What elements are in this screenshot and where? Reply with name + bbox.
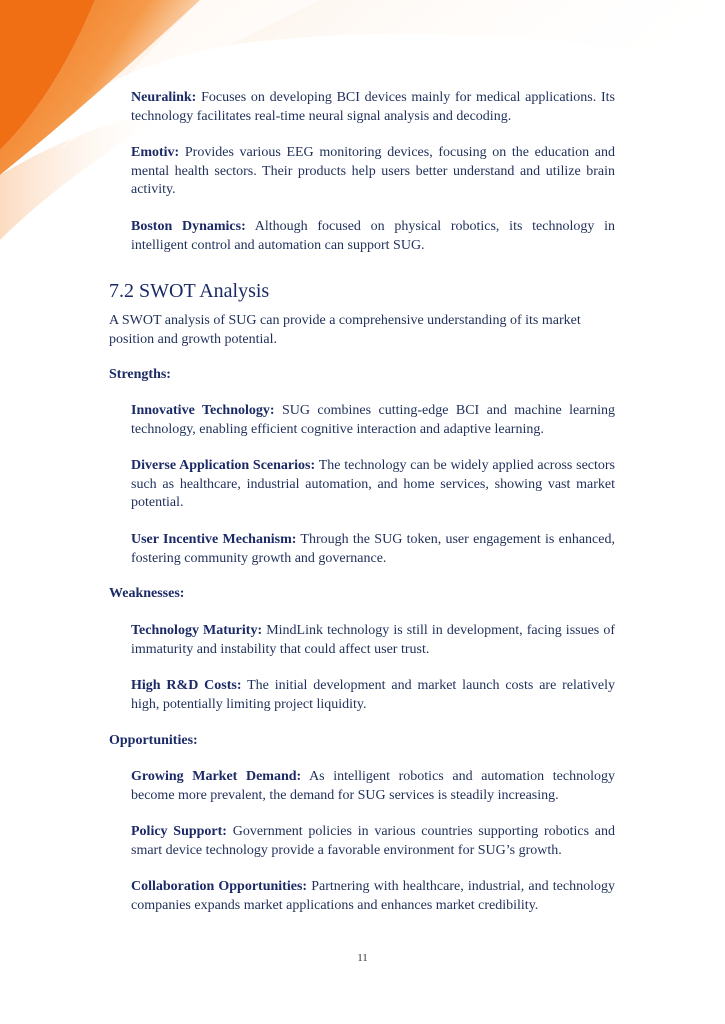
opportunity-item [131,768,615,805]
company-entry [131,218,615,255]
weaknesses-label: Weaknesses: [109,586,185,601]
item-text: Through the SUG token, user engagement is enhanced, fostering community growth and governance. [131,532,615,566]
weakness-item [131,677,615,714]
item-title: Policy Support: [131,824,227,839]
item-text: MindLink technology is still in development, facing issues of immaturity and instability that could affect user trust. [131,623,616,657]
company-entry [131,144,615,200]
item-title: Collaboration Opportunities: [131,879,308,894]
item-title: Growing Market Demand: [131,769,302,784]
item-text: Partnering with healthcare, industrial, and technology companies expands market applications and enhances market credibility. [131,879,615,913]
item-title: Innovative Technology: [131,403,275,418]
company-name: Boston Dynamics: [131,219,246,234]
section-intro: A SWOT analysis of SUG can provide a comprehensive understanding of its market position and growth potential. [109,313,581,347]
item-text: Government policies in various countries supporting robotics and smart device technology provide a favorable environment for SUG’s growth. [131,824,615,858]
company-description: Although focused on physical robotics, its technology in intelligent control and automation can support SUG. [131,219,615,253]
item-title: User Incentive Mechanism: [131,532,297,547]
page-number: 11 [357,952,368,964]
section-heading: 7.2 SWOT Analysis [109,280,270,302]
opportunity-item [131,878,615,915]
item-text: As intelligent robotics and automation technology become more prevalent, the demand for SUG services is steadily increasing. [131,769,616,803]
item-text: The technology can be widely applied across sectors such as healthcare, industrial automation, and home services, showing vast market potential. [131,458,616,511]
company-name: Emotiv: [131,145,180,160]
company-description: Provides various EEG monitoring devices, focusing on the education and mental health sectors. Their products help users better understand and utilize brain activity. [131,145,615,198]
item-title: Technology Maturity: [131,623,263,638]
strength-item [131,402,615,439]
company-entry [131,89,615,126]
opportunity-item [131,823,615,860]
strengths-label: Strengths: [109,367,171,382]
opportunities-label: Opportunities: [109,733,198,748]
strength-item [131,457,615,513]
item-text: SUG combines cutting-edge BCI and machine learning technology, enabling efficient cognitive interaction and adaptive learning. [131,403,615,437]
item-title: Diverse Application Scenarios: [131,458,316,473]
weakness-item [131,622,615,659]
item-title: High R&D Costs: [131,678,242,693]
item-text: The initial development and market launch costs are relatively high, potentially limiting project liquidity. [131,678,616,712]
company-name: Neuralink: [131,90,197,105]
strength-item [131,531,615,568]
company-description: Focuses on developing BCI devices mainly for medical applications. Its technology facilitates real-time neural signal analysis and decoding. [131,90,615,124]
